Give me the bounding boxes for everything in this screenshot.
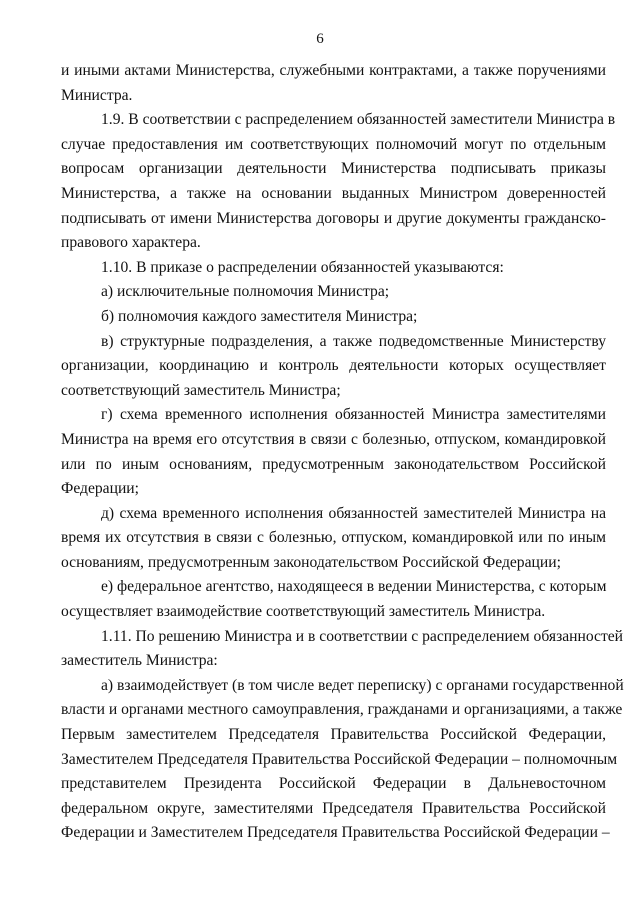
text-line: Заместителем Председателя Правительства Российской Федерации – полномочным [61,750,618,768]
text-line: заместитель Министра: [61,652,218,670]
text-line: а) исключительные полномочия Министра; [101,283,390,301]
text-line: соответствующий заместитель Министра; [61,381,341,399]
page-number: 6 [316,31,324,47]
text-line: Министра на время его отсутствия в связи с болезнью, отпуском, командировкой [61,430,606,448]
document-body [61,59,624,846]
text-line: власти и органами местного самоуправления, гражданами и организациями, а также [61,701,623,719]
text-line: г) схема временного исполнения обязанностей Министра заместителями [101,406,606,424]
text-line: е) федеральное агентство, находящееся в ведении Министерства, с которым [101,578,607,596]
text-line: подписывать от имени Министерства договоры и другие документы гражданско- [61,209,606,227]
text-line: 1.11. По решению Министра и в соответствии с распределением обязанностей [101,627,624,645]
text-line: представителем Президента Российской Федерации в Дальневосточном [61,775,606,793]
text-line: федеральном округе, заместителями Председателя Правительства Российской [61,799,606,817]
text-line: Федерации; [61,480,139,498]
text-line: время их отсутствия в связи с болезнью, отпуском, командировкой или по иным [61,529,606,547]
text-line: осуществляет взаимодействие соответствующий заместитель Министра. [61,603,546,621]
text-line: основаниям, предусмотренным законодательством Российской Федерации; [61,553,561,571]
text-line: 1.9. В соответствии с распределением обязанностей заместители Министра в [101,111,616,129]
text-line: д) схема временного исполнения обязанностей заместителей Министра на [101,504,606,522]
text-line: правового характера. [61,234,201,252]
text-line: Министерства, а также на основании выданных Министром доверенностей [61,184,606,202]
text-line: Федерации и Заместителем Председателя Правительства Российской Федерации – [61,824,610,842]
text-line: организации, координацию и контроль деятельности которых осуществляет [61,357,606,375]
text-line: б) полномочия каждого заместителя Министра; [101,307,418,325]
text-line: а) взаимодействует (в том числе ведет переписку) с органами государственной [101,676,624,694]
text-line: случае предоставления им соответствующих полномочий могут по отдельным [61,135,606,153]
text-line: Первым заместителем Председателя Правительства Российской Федерации, [61,726,606,744]
text-line: вопросам организации деятельности Министерства подписывать приказы [61,160,606,178]
text-line: 1.10. В приказе о распределении обязанностей указываются: [101,258,504,276]
text-line: и иными актами Министерства, служебными контрактами, а также поручениями [61,62,606,79]
text-line: Министра. [61,86,133,104]
text-line: в) структурные подразделения, а также подведомственные Министерству [101,332,606,350]
text-line: или по иным основаниям, предусмотренным законодательством Российской [61,455,606,473]
